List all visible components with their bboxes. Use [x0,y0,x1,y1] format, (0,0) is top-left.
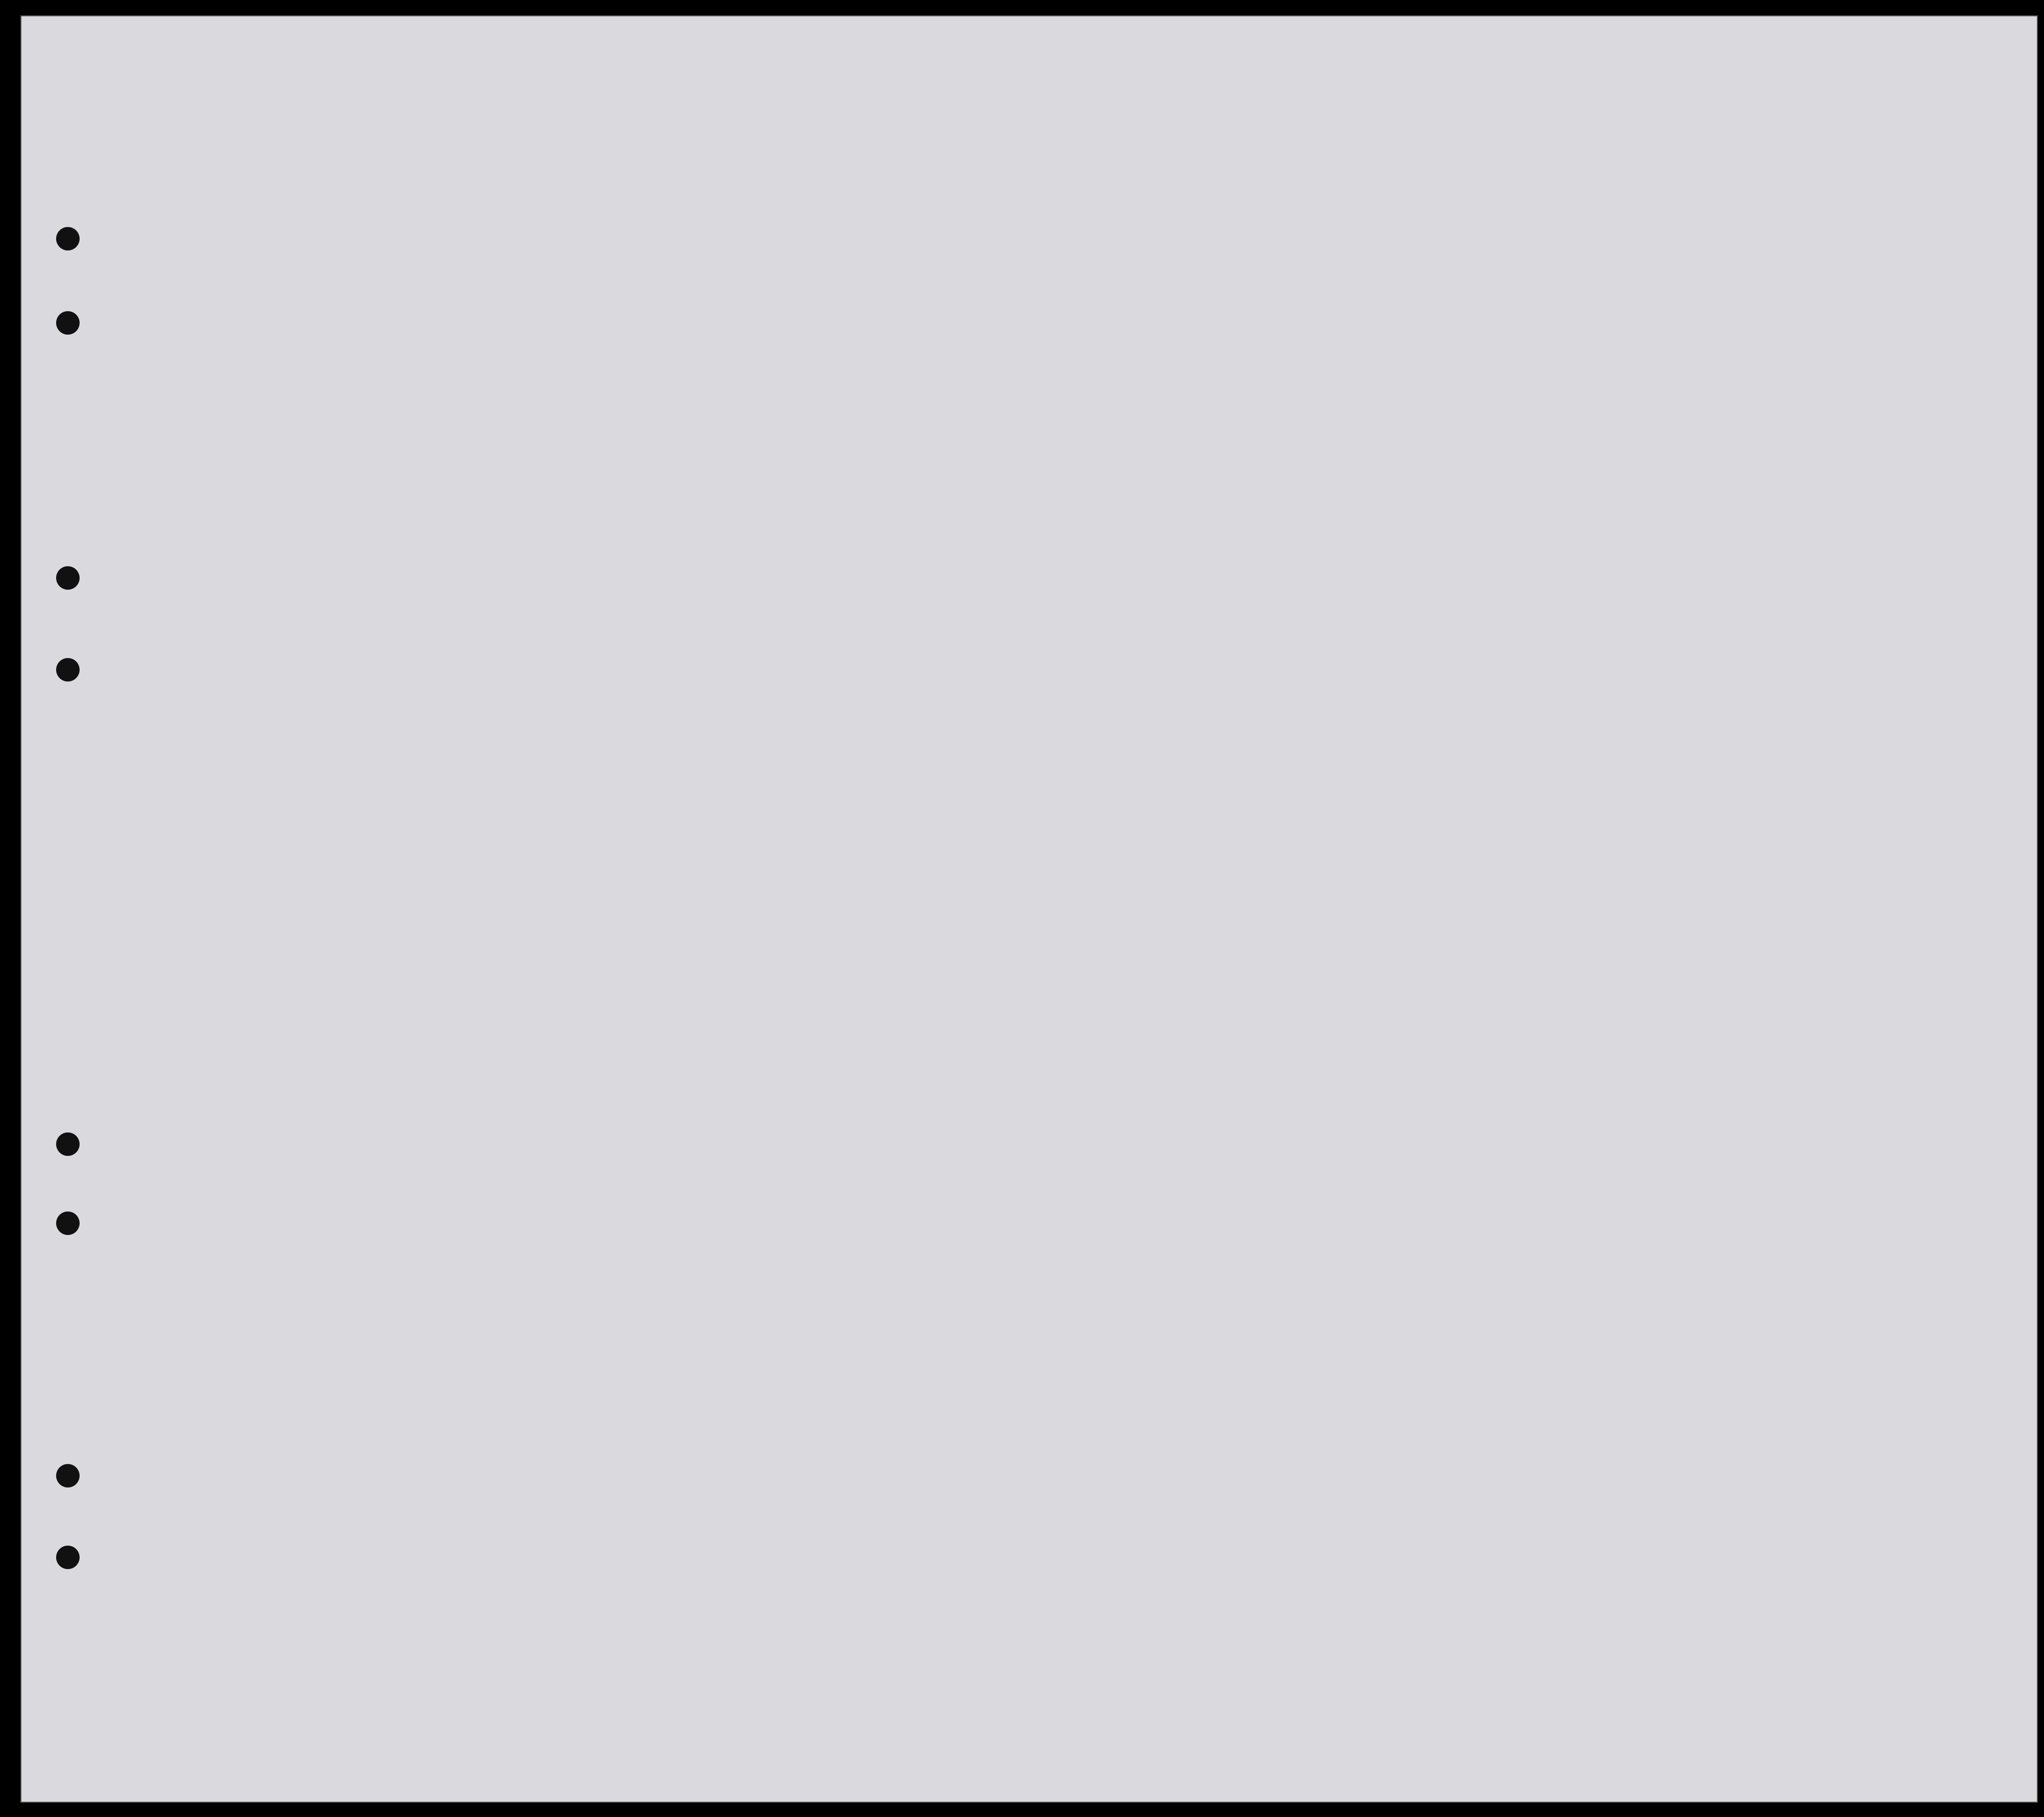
form-grid [21,16,2037,1802]
binder-hole [56,1132,80,1156]
binder-hole [56,311,80,335]
binder-hole [56,1212,80,1235]
binder-hole [56,227,80,250]
binder-hole [56,1464,80,1487]
binder-hole [56,1546,80,1569]
binder-hole [56,658,80,682]
binder-hole [56,566,80,590]
manifest-sheet [20,15,2038,1803]
